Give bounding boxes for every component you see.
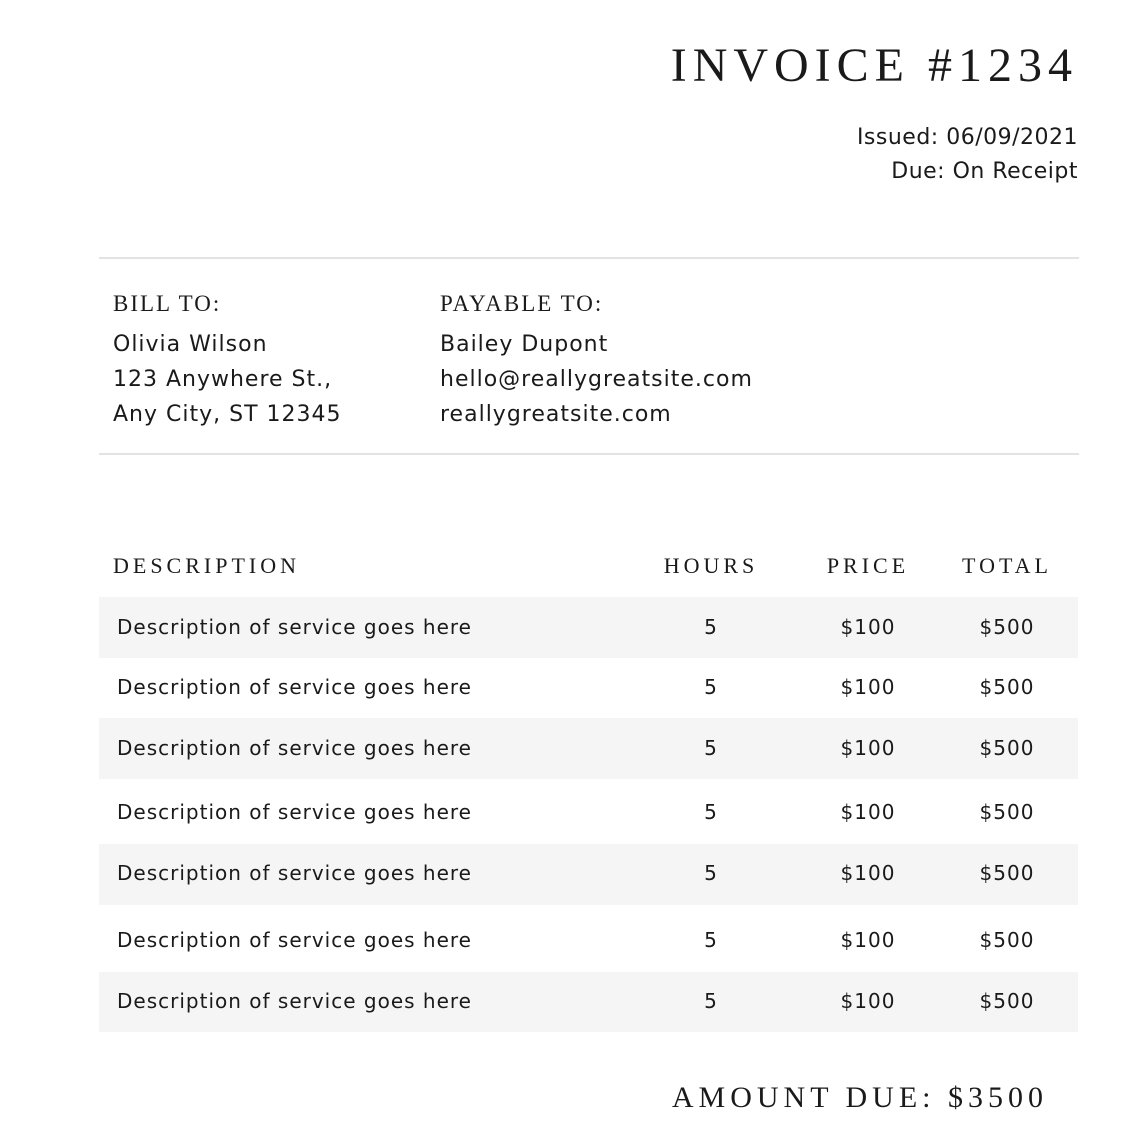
header-total: TOTAL (962, 553, 1052, 578)
row-total: $500 (979, 736, 1035, 760)
row-total: $500 (979, 800, 1035, 824)
row-price: $100 (840, 675, 896, 699)
row-hours: 5 (704, 928, 718, 952)
row-hours: 5 (704, 861, 718, 885)
row-price: $100 (840, 928, 896, 952)
row-hours: 5 (704, 800, 718, 824)
row-hours: 5 (704, 615, 718, 639)
table-row (99, 597, 1078, 658)
table-row (99, 658, 1078, 718)
bill-to-name: Olivia Wilson (113, 332, 268, 357)
payable-to-name: Bailey Dupont (440, 332, 609, 357)
payable-to-email: hello@reallygreatsite.com (440, 367, 753, 392)
row-total: $500 (979, 675, 1035, 699)
payable-to-website: reallygreatsite.com (440, 402, 672, 427)
bill-to-label: BILL TO: (113, 291, 222, 316)
row-total: $500 (979, 615, 1035, 639)
header-hours: HOURS (663, 553, 759, 578)
row-price: $100 (840, 736, 896, 760)
table-row (99, 779, 1078, 844)
row-hours: 5 (704, 675, 718, 699)
bill-to-block (113, 287, 342, 432)
row-description: Description of service goes here (117, 989, 472, 1013)
row-price: $100 (840, 861, 896, 885)
table-row (99, 972, 1078, 1032)
header-description: DESCRIPTION (113, 553, 301, 578)
table-row (99, 718, 1078, 779)
row-description: Description of service goes here (117, 675, 472, 699)
table-header (0, 548, 1140, 584)
table-row (99, 844, 1078, 905)
divider-top (99, 257, 1079, 259)
row-description: Description of service goes here (117, 861, 472, 885)
row-total: $500 (979, 861, 1035, 885)
row-description: Description of service goes here (117, 736, 472, 760)
row-price: $100 (840, 989, 896, 1013)
bill-to-city: Any City, ST 12345 (113, 402, 342, 427)
payable-to-block (440, 287, 753, 432)
divider-bottom (99, 453, 1079, 455)
payable-to-label: PAYABLE TO: (440, 291, 604, 316)
row-price: $100 (840, 800, 896, 824)
invoice-title: INVOICE #1234 (670, 39, 1078, 92)
row-description: Description of service goes here (117, 615, 472, 639)
table-row (99, 905, 1078, 972)
due-terms: Due: On Receipt (891, 159, 1078, 184)
bill-to-street: 123 Anywhere St., (113, 367, 333, 392)
row-total: $500 (979, 989, 1035, 1013)
row-description: Description of service goes here (117, 800, 472, 824)
row-price: $100 (840, 615, 896, 639)
row-hours: 5 (704, 736, 718, 760)
amount-due: AMOUNT DUE: $3500 (671, 1081, 1048, 1114)
row-description: Description of service goes here (117, 928, 472, 952)
row-hours: 5 (704, 989, 718, 1013)
issued-date: Issued: 06/09/2021 (856, 125, 1078, 150)
header-price: PRICE (826, 553, 910, 578)
row-total: $500 (979, 928, 1035, 952)
invoice-meta (857, 121, 1078, 189)
